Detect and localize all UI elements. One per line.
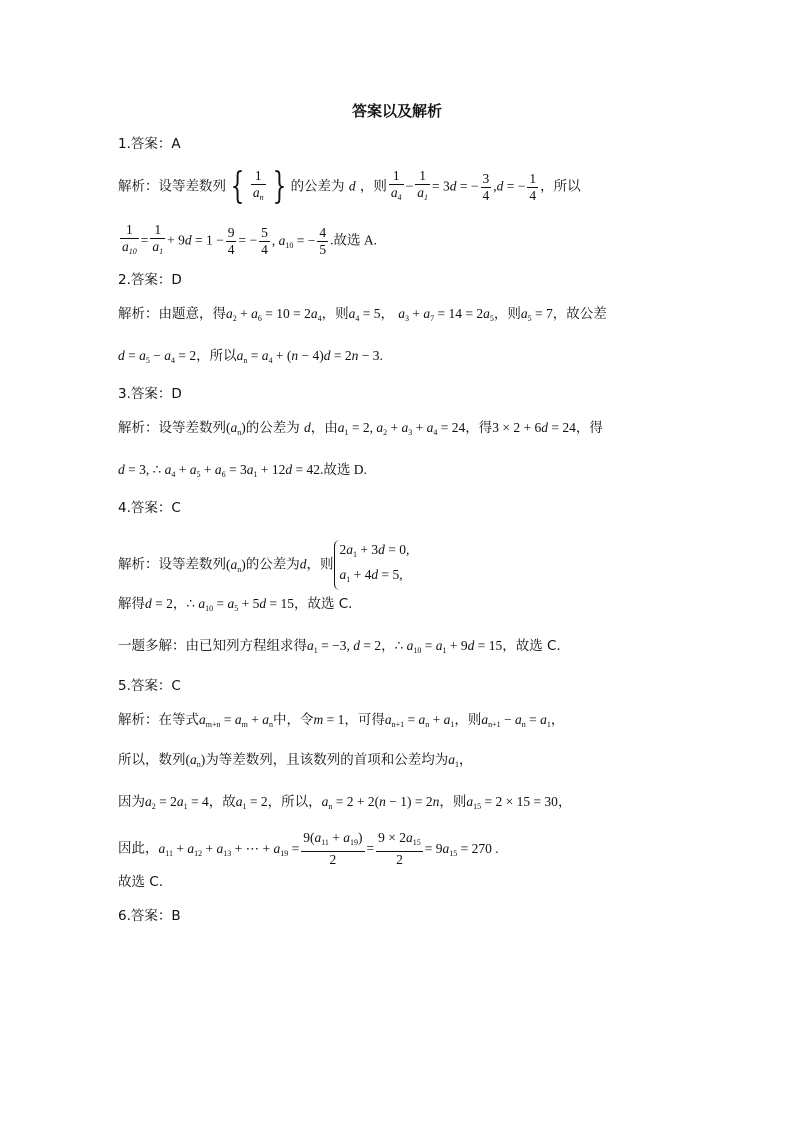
explanation-text: 所以，数列: [118, 752, 186, 768]
page-title: 答案以及解析: [351, 102, 442, 120]
explanation-5-line-4: 因此，$a_{11} + a_{12} + a_{13}$ + ⋯ + $a_{19}$ = $\frac{9(a_{11} + a_{19})}{2}$ = $\frac{9 \times 2a_{15}}{2}$ = $9a_{15} = 270$ .: [118, 830, 499, 867]
answer-4: 4.答案：C: [118, 500, 181, 516]
explanation-text: ，得: [465, 420, 493, 436]
explanation-5-line-1: 解析：在等式$a_{m+n} = a_m + a_n$中，令m = 1，可得$a_{n+1} = a_n + a_1$，则$a_{n+1} - a_n = a_1$，: [118, 712, 565, 729]
explanation-text: ，故: [208, 794, 236, 810]
explanation-text: .故选 D.: [319, 462, 367, 477]
answer-2: 2.答案：D: [118, 272, 182, 288]
explanation-text: 因为: [118, 794, 145, 810]
explanation-text: ，则: [493, 306, 521, 322]
explanation-text: ，故公差: [552, 306, 607, 322]
explanation-4-line-1: 解析：设等差数列$(a_n)$的公差为d，则 $2a_1 + 3d = 0$, $a_1 + 4d = 5$,: [118, 540, 409, 590]
explanation-3-line-1: 解析：设等差数列$(a_n)$的公差为 d，由$a_1 = 2$, $a_2 + a_3 + a_4 = 24$，得3 × 2 + 6d = 24，得: [118, 420, 603, 437]
explanation-text: ，: [557, 794, 572, 810]
answer-6: 6.答案：B: [118, 908, 181, 924]
explanation-text: 的公差为: [245, 420, 300, 436]
explanation-text: ，则: [321, 306, 349, 322]
explanation-text: ，则: [454, 712, 482, 728]
explanation-text: ，则: [359, 178, 387, 195]
explanation-2-line-1: 解析：由题意，得$a_2 + a_6 = 10 = 2a_4$，则$a_4 = 5$， $a_3 + a_7 = 14 = 2a_5$，则$a_5 = 7$，故公差: [118, 306, 607, 323]
explanation-text: ，: [380, 306, 394, 322]
explanation-text: ，则: [306, 556, 334, 573]
explanation-text: 解析：在等式: [118, 712, 199, 728]
explanation-4-line-2: 解得d = 2，∴ $a_{10} = a_5 + 5d = 15$，故选 C.: [118, 596, 353, 613]
explanation-text: ，可得: [344, 712, 385, 728]
explanation-text: ，则: [439, 794, 467, 810]
explanation-text: 解析：设等差数列: [118, 556, 226, 573]
explanation-text: .: [379, 348, 383, 363]
explanation-text: ，故选 C.: [293, 596, 353, 612]
explanation-text: ，故选 C.: [502, 638, 561, 654]
explanation-text: .故选 A.: [330, 232, 377, 248]
explanation-text: ，所以: [540, 178, 581, 195]
explanation-text: 解析：设等差数列: [118, 420, 226, 436]
explanation-text: ，: [381, 638, 395, 654]
explanation-1-line-1: 解析：设等差数列 { $\frac{1}{a_n}$ } 的公差为 d ，则 $\frac{1}{a_4}$ − $\frac{1}{a_1}$ = 3d = − $\frac{3}{4}$ ,d = − $\frac{1}{4}$ ，所以: [118, 166, 581, 207]
answer-5: 5.答案：C: [118, 678, 181, 694]
explanation-text: ，由: [310, 420, 338, 436]
explanation-text: 中，令: [272, 712, 314, 728]
explanation-text: 的公差为: [245, 556, 300, 573]
explanation-text: 解析：设等差数列: [118, 178, 226, 195]
explanation-text: ，所以: [196, 348, 237, 364]
explanation-text: ，: [550, 712, 565, 728]
explanation-text: 的公差为: [290, 178, 345, 195]
explanation-5-line-3: 因为$a_2 = 2a_1 = 4$，故$a_1 = 2$，所以，$a_n = 2 + 2(n - 1) = 2n$，则$a_{15} = 2 \times 15 = 30$，: [118, 794, 572, 811]
explanation-5-line-2: 所以，数列$(a_n)$为等差数列，且该数列的首项和公差均为$a_1$，: [118, 752, 473, 769]
explanation-text: 解得: [118, 596, 145, 612]
explanation-text: ，所以，: [267, 794, 322, 810]
explanation-text: ，: [459, 752, 473, 768]
explanation-5-line-5: 故选 C.: [118, 874, 164, 890]
explanation-1-line-2: $\frac{1}{a_{10}}$ = $\frac{1}{a_1}$ + 9d = 1 − $\frac{9}{4}$ = − $\frac{5}{4}$ , $a_{10}$ = − $\frac{4}{5}$ .故选 A.: [122, 222, 377, 257]
explanation-2-line-2: $d = a_5 - a_4 = 2$，所以$a_n = a_4 + (n - 4)d = 2n - 3$.: [118, 348, 383, 365]
explanation-text: 解析：由题意，得: [118, 306, 226, 322]
explanation-4-line-3: 一题多解：由已知列方程组求得$a_1 = -3$, d = 2，∴ $a_{10} = a_1 + 9d = 15$，故选 C.: [118, 638, 561, 655]
explanation-text: 为等差数列，且该数列的首项和公差均为: [205, 752, 449, 768]
explanation-text: 因此，: [118, 840, 159, 857]
answer-3: 3.答案：D: [118, 386, 182, 402]
explanation-3-line-2: d = 3, ∴ $a_4 + a_5 + a_6 = 3a_1 + 12d = 42$.故选 D.: [118, 462, 367, 479]
answer-1: 1.答案：A: [118, 136, 181, 152]
explanation-text: ，得: [575, 420, 603, 436]
explanation-text: ，: [172, 596, 187, 612]
explanation-text: 一题多解：由已知列方程组求得: [118, 638, 307, 654]
